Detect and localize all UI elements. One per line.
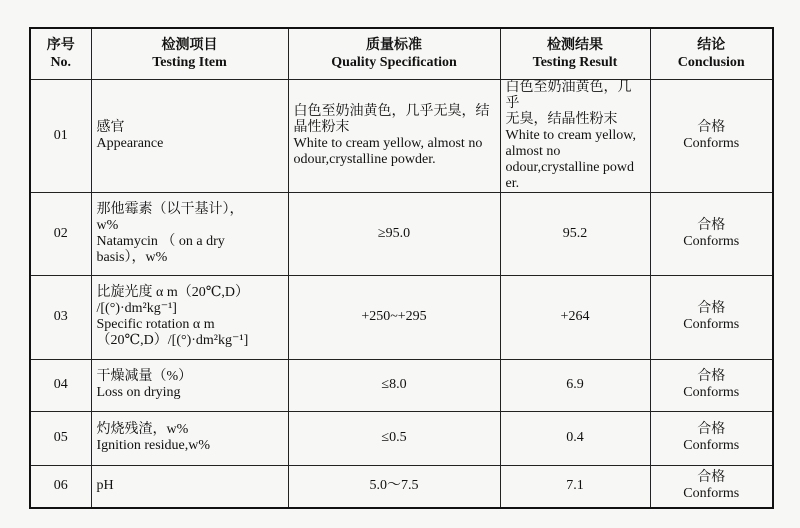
header-no-cn: 序号 bbox=[46, 37, 75, 53]
conclusion-en: Conforms bbox=[683, 438, 740, 453]
item-cn: 灼烧残渣，w% bbox=[96, 422, 189, 437]
header-no bbox=[30, 28, 91, 79]
header-result-en: Testing Result bbox=[532, 54, 618, 70]
row-no: 06 bbox=[30, 465, 91, 508]
table-row bbox=[30, 192, 773, 275]
header-row bbox=[30, 28, 773, 79]
row-item bbox=[91, 275, 288, 359]
conclusion-en: Conforms bbox=[683, 486, 740, 502]
row-conclusion bbox=[650, 359, 773, 411]
item-cn: 干燥减量（%） bbox=[96, 369, 193, 384]
row-conclusion bbox=[650, 275, 773, 359]
row-result bbox=[500, 79, 650, 192]
conclusion-cn: 合格 bbox=[697, 470, 726, 486]
row-result: 6.9 bbox=[500, 359, 650, 411]
spec-line: 晶性粉末 bbox=[293, 119, 350, 135]
row-no: 05 bbox=[30, 411, 91, 465]
item-line: Natamycin （ on a dry bbox=[96, 233, 225, 249]
header-spec-en: Quality Specification bbox=[331, 54, 457, 70]
row-spec: +250~+295 bbox=[288, 275, 500, 359]
item-line: （20℃,D）/[(°)·dm²kg⁻¹] bbox=[96, 333, 249, 348]
conclusion-cn: 合格 bbox=[697, 369, 726, 384]
header-spec bbox=[288, 28, 500, 79]
certificate-of-analysis-table bbox=[29, 27, 774, 509]
item-en: Loss on drying bbox=[96, 385, 181, 400]
conclusion-cn: 合格 bbox=[697, 422, 726, 437]
table-row bbox=[30, 359, 773, 411]
conclusion-en: Conforms bbox=[683, 135, 740, 151]
item-en: Ignition residue,w% bbox=[96, 438, 211, 453]
row-result: +264 bbox=[500, 275, 650, 359]
row-item bbox=[91, 79, 288, 192]
header-item-en: Testing Item bbox=[152, 54, 227, 70]
row-no: 03 bbox=[30, 275, 91, 359]
row-spec bbox=[288, 79, 500, 192]
result-line: er. bbox=[505, 175, 520, 191]
conclusion-en: Conforms bbox=[683, 317, 740, 332]
result-line: almost no bbox=[505, 143, 561, 159]
row-item: pH bbox=[91, 465, 288, 508]
item-line: 那他霉素（以干基计）， bbox=[96, 201, 244, 217]
row-conclusion bbox=[650, 465, 773, 508]
spec-line: 白色至奶油黄色，几乎无臭，结 bbox=[293, 103, 490, 119]
row-spec: ≤0.5 bbox=[288, 411, 500, 465]
header-conclusion-cn: 结论 bbox=[697, 37, 726, 53]
item-line: basis），w% bbox=[96, 249, 168, 265]
item-line: 比旋光度 α m（20℃,D） bbox=[96, 285, 249, 300]
row-no: 02 bbox=[30, 192, 91, 275]
item-cn: 感官 bbox=[96, 119, 125, 135]
row-no: 04 bbox=[30, 359, 91, 411]
header-result-cn: 检测结果 bbox=[547, 37, 603, 53]
row-conclusion bbox=[650, 411, 773, 465]
item-line: w% bbox=[96, 217, 119, 233]
header-conclusion-en: Conclusion bbox=[677, 54, 745, 70]
table-row bbox=[30, 411, 773, 465]
table-row bbox=[30, 79, 773, 192]
row-item bbox=[91, 359, 288, 411]
conclusion-cn: 合格 bbox=[697, 217, 726, 233]
header-spec-cn: 质量标准 bbox=[366, 37, 422, 53]
result-line: 白色至奶油黄色，几乎 bbox=[505, 79, 632, 111]
row-conclusion bbox=[650, 79, 773, 192]
row-no: 01 bbox=[30, 79, 91, 192]
conclusion-en: Conforms bbox=[683, 385, 740, 400]
row-conclusion bbox=[650, 192, 773, 275]
table-row bbox=[30, 465, 773, 508]
header-item-cn: 检测项目 bbox=[161, 37, 218, 53]
row-result: 0.4 bbox=[500, 411, 650, 465]
row-spec: 5.0～7.5 bbox=[288, 465, 500, 508]
row-result: 7.1 bbox=[500, 465, 650, 508]
header-conclusion bbox=[650, 28, 773, 79]
header-no-en: No. bbox=[50, 54, 72, 70]
item-line: Specific rotation α m bbox=[96, 317, 215, 332]
result-line: odour,crystalline powd bbox=[505, 159, 635, 175]
conclusion-en: Conforms bbox=[683, 233, 740, 249]
item-line: /[(°)·dm²kg⁻¹] bbox=[96, 301, 177, 316]
conclusion-cn: 合格 bbox=[697, 301, 726, 316]
header-item bbox=[91, 28, 288, 79]
row-item bbox=[91, 192, 288, 275]
row-spec: ≥95.0 bbox=[288, 192, 500, 275]
header-result bbox=[500, 28, 650, 79]
spec-line: White to cream yellow, almost no bbox=[293, 135, 483, 151]
row-spec: ≤8.0 bbox=[288, 359, 500, 411]
table-row bbox=[30, 275, 773, 359]
conclusion-cn: 合格 bbox=[697, 119, 726, 135]
item-en: Appearance bbox=[96, 135, 164, 151]
row-item bbox=[91, 411, 288, 465]
spec-line: odour,crystalline powder. bbox=[293, 151, 436, 167]
result-line: White to cream yellow, bbox=[505, 127, 636, 143]
result-line: 无臭，结晶性粉末 bbox=[505, 111, 618, 127]
row-result: 95.2 bbox=[500, 192, 650, 275]
